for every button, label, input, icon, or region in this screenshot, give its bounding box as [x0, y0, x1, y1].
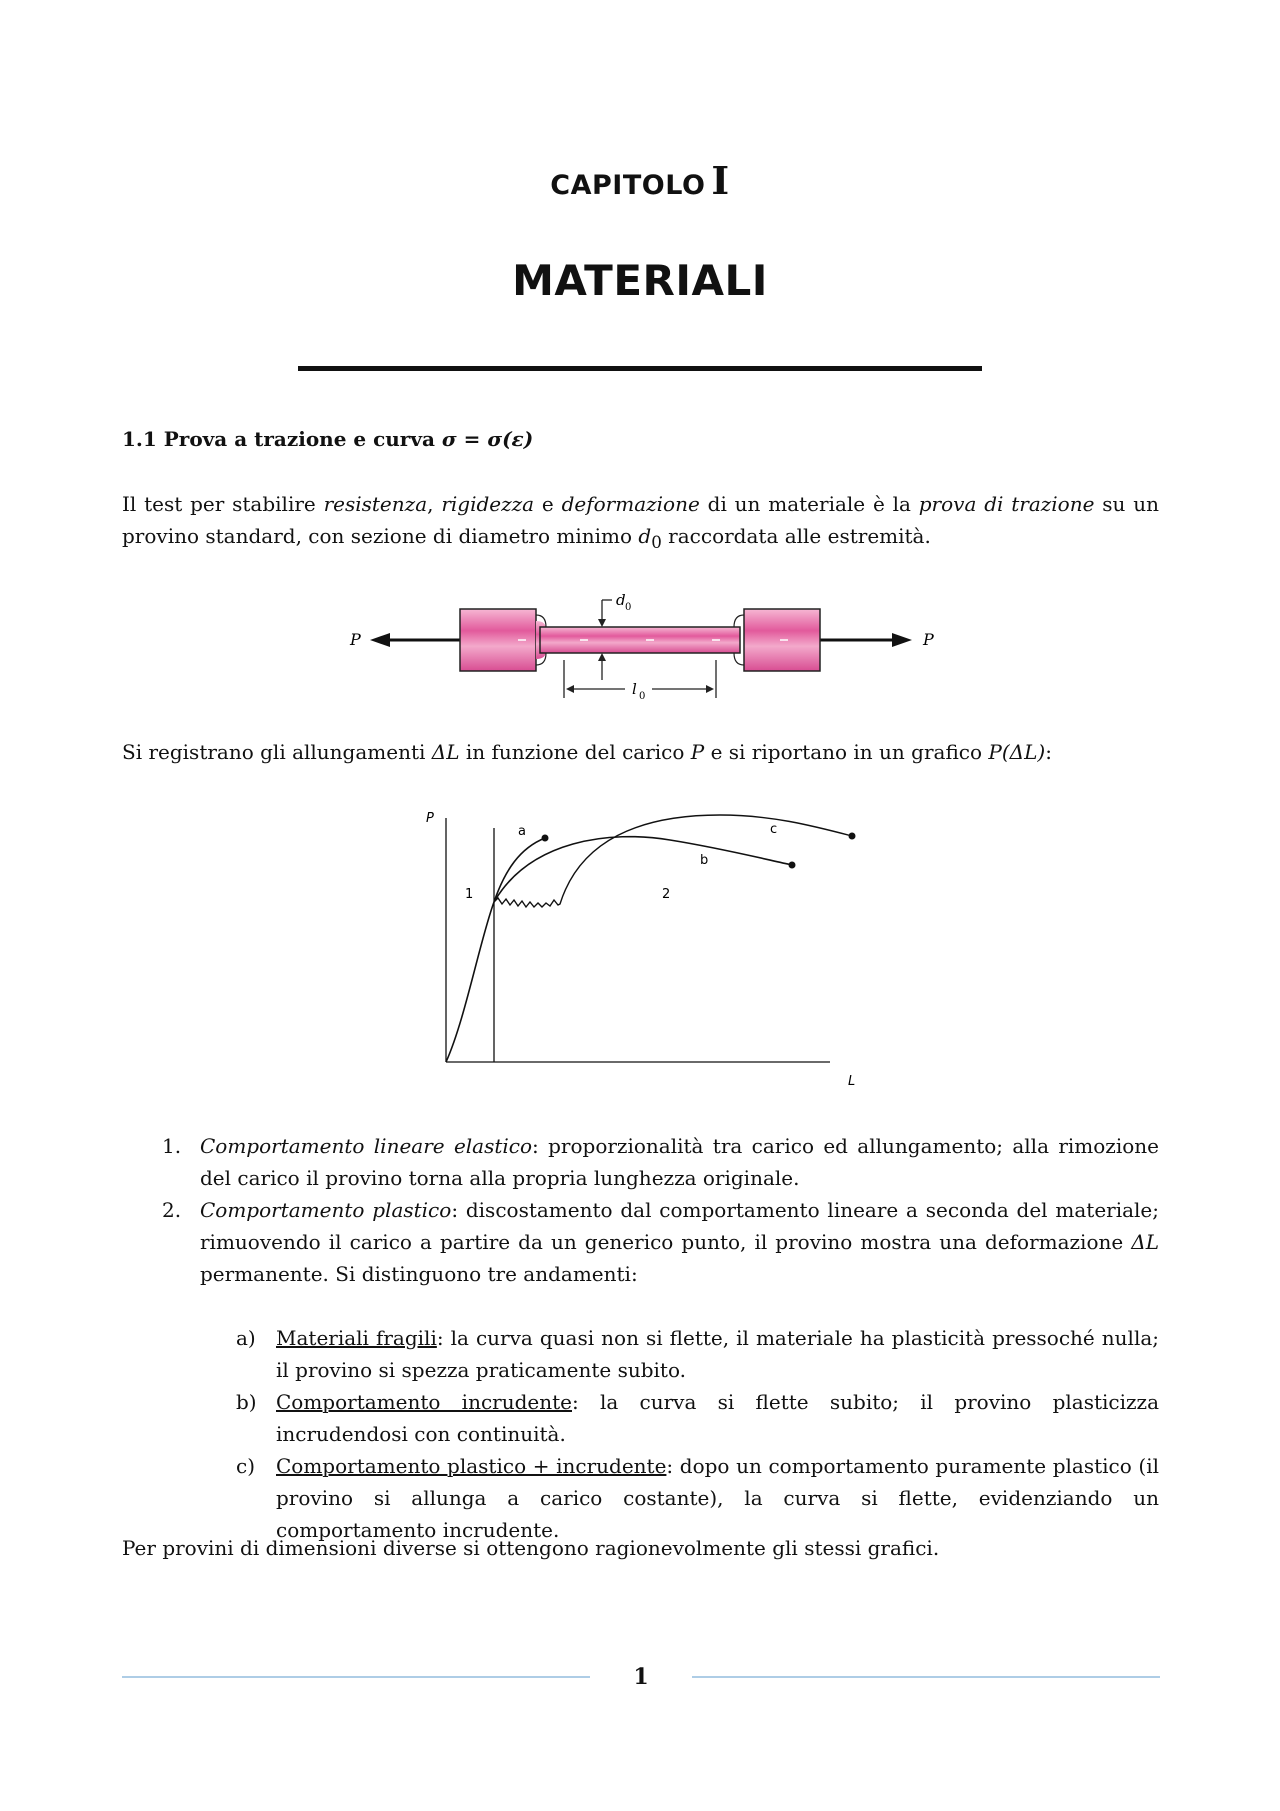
list-item-text-2: permanente. Si distinguono tre andamenti: — [200, 1262, 638, 1286]
p1-text-11: raccordata alle estremità. — [661, 524, 931, 548]
curve-b-endpoint — [789, 862, 796, 869]
list-marker: 2. — [162, 1198, 182, 1222]
length-arrowhead-right — [706, 685, 714, 693]
p2-text-3: in funzione del carico — [459, 740, 691, 764]
curve-b — [494, 837, 792, 902]
curve-c — [494, 815, 852, 907]
list-item-term: Comportamento plastico — [200, 1198, 452, 1222]
p1-text-9: su un provino standard, con sezione di diametro minimo — [122, 492, 1159, 548]
list-item-term: Comportamento lineare elastico — [200, 1134, 533, 1158]
list-item-text: : discostamento dal comportamento lineare a seconda del materiale; rimuovendo il carico a partire da un generico punto, il provino mostra una deformazione — [200, 1198, 1160, 1254]
section-heading-formula: σ = σ(ε) — [441, 427, 534, 451]
load-left-arrowhead — [370, 633, 390, 647]
p1-term-prova: prova di trazione — [918, 492, 1095, 516]
p2-text-7: : — [1045, 740, 1052, 764]
p1-text-7: di un materiale è la — [699, 492, 919, 516]
plastic-behaviors-sublist — [122, 1322, 1159, 1546]
diameter-sub: 0 — [625, 602, 632, 613]
load-elongation-graph — [420, 800, 880, 1095]
closing-paragraph: Per provini di dimensioni diverse si ottengono ragionevolmente gli stessi grafici. — [122, 1536, 940, 1560]
region-1-label: 1 — [465, 887, 474, 902]
p2-text-5: e si riportano in un grafico — [704, 740, 989, 764]
elastic-segment — [446, 902, 494, 1062]
sublist-marker: c) — [236, 1454, 256, 1478]
chapter-label: CAPITOLO — [550, 170, 706, 201]
p1-text-5: e — [534, 492, 562, 516]
list-marker: 1. — [162, 1134, 182, 1158]
y-axis-label: P — [426, 811, 434, 826]
curve-a-label: a — [518, 824, 526, 839]
p1-term-rigidezza: rigidezza — [441, 492, 535, 516]
p1-math-d-sub: 0 — [651, 533, 662, 552]
sublist-item-term: Materiali fragili — [276, 1326, 437, 1350]
section-number: 1.1 — [122, 427, 157, 451]
load-right-label: P — [923, 630, 934, 649]
chapter-title: MATERIALI — [512, 256, 768, 305]
p1-text-3: , — [427, 492, 442, 516]
sublist-item-term: Comportamento plastico + incrudente — [276, 1454, 667, 1478]
curve-c-label: c — [770, 822, 778, 837]
diameter-arrowhead-bottom — [598, 653, 606, 661]
chapter-number: I — [711, 158, 730, 203]
length-sub: 0 — [639, 691, 646, 702]
list-item-text: : proporzionalità tra carico ed allungamento; alla rimozione del carico il provino torna alla propria lunghezza originale. — [200, 1134, 1159, 1190]
curve-b-label: b — [700, 853, 709, 868]
sublist-item-text: : la curva si flette subito; il provino plasticizza incrudendosi con continuità. — [276, 1390, 1160, 1446]
x-axis-label: L — [848, 1074, 856, 1089]
footer-line-right — [692, 1676, 1160, 1678]
sublist-item-text: : dopo un comportamento puramente plastico (il provino si allunga a carico costante), la curva si flette, evidenziando un comportamento incrudente. — [276, 1454, 1160, 1542]
title-rule — [298, 366, 982, 371]
p2-text-1: Si registrano gli allungamenti — [122, 740, 432, 764]
sublist-item-term: Comportamento incrudente — [276, 1390, 572, 1414]
p2-math-PdeltaL: P(ΔL) — [988, 740, 1046, 764]
p1-math-d: d — [638, 524, 652, 548]
length-arrowhead-left — [566, 685, 574, 693]
load-right-arrowhead — [892, 633, 912, 647]
section-heading — [122, 427, 533, 451]
p1-term-resistenza: resistenza — [323, 492, 428, 516]
chapter-heading — [0, 158, 1280, 203]
sublist-marker: b) — [236, 1390, 257, 1414]
tensile-specimen-figure — [340, 585, 940, 710]
sublist-item-text: : la curva quasi non si flette, il materiale ha plasticità pressoché nulla; il provino si spezza praticamente subito. — [276, 1326, 1160, 1382]
sublist-item — [122, 1386, 1159, 1450]
specimen-gauge-section — [540, 627, 740, 653]
intro-paragraph — [122, 488, 1159, 559]
diameter-arrowhead-top — [598, 619, 606, 627]
curve-a — [494, 838, 545, 902]
load-left-label: P — [350, 630, 361, 649]
p2-math-deltaL: ΔL — [431, 740, 460, 764]
sublist-item — [122, 1322, 1159, 1386]
p1-term-deformazione: deformazione — [561, 492, 700, 516]
list-item — [122, 1130, 1159, 1194]
length-label: l — [632, 680, 637, 698]
page-number: 1 — [633, 1664, 649, 1690]
footer-line-left — [122, 1676, 590, 1678]
region-2-label: 2 — [662, 887, 671, 902]
p1-text-1: Il test per stabilire — [122, 492, 324, 516]
list-item — [122, 1194, 1159, 1290]
behavior-list — [122, 1130, 1159, 1290]
section-heading-text: Prova a trazione e curva — [163, 427, 435, 451]
graph-intro-paragraph — [122, 736, 1159, 768]
list-item-math: ΔL — [1131, 1230, 1159, 1254]
curve-c-endpoint — [849, 833, 856, 840]
curve-a-endpoint — [542, 835, 549, 842]
diameter-label: d — [616, 591, 626, 609]
sublist-marker: a) — [236, 1326, 256, 1350]
p2-math-P: P — [690, 740, 705, 764]
